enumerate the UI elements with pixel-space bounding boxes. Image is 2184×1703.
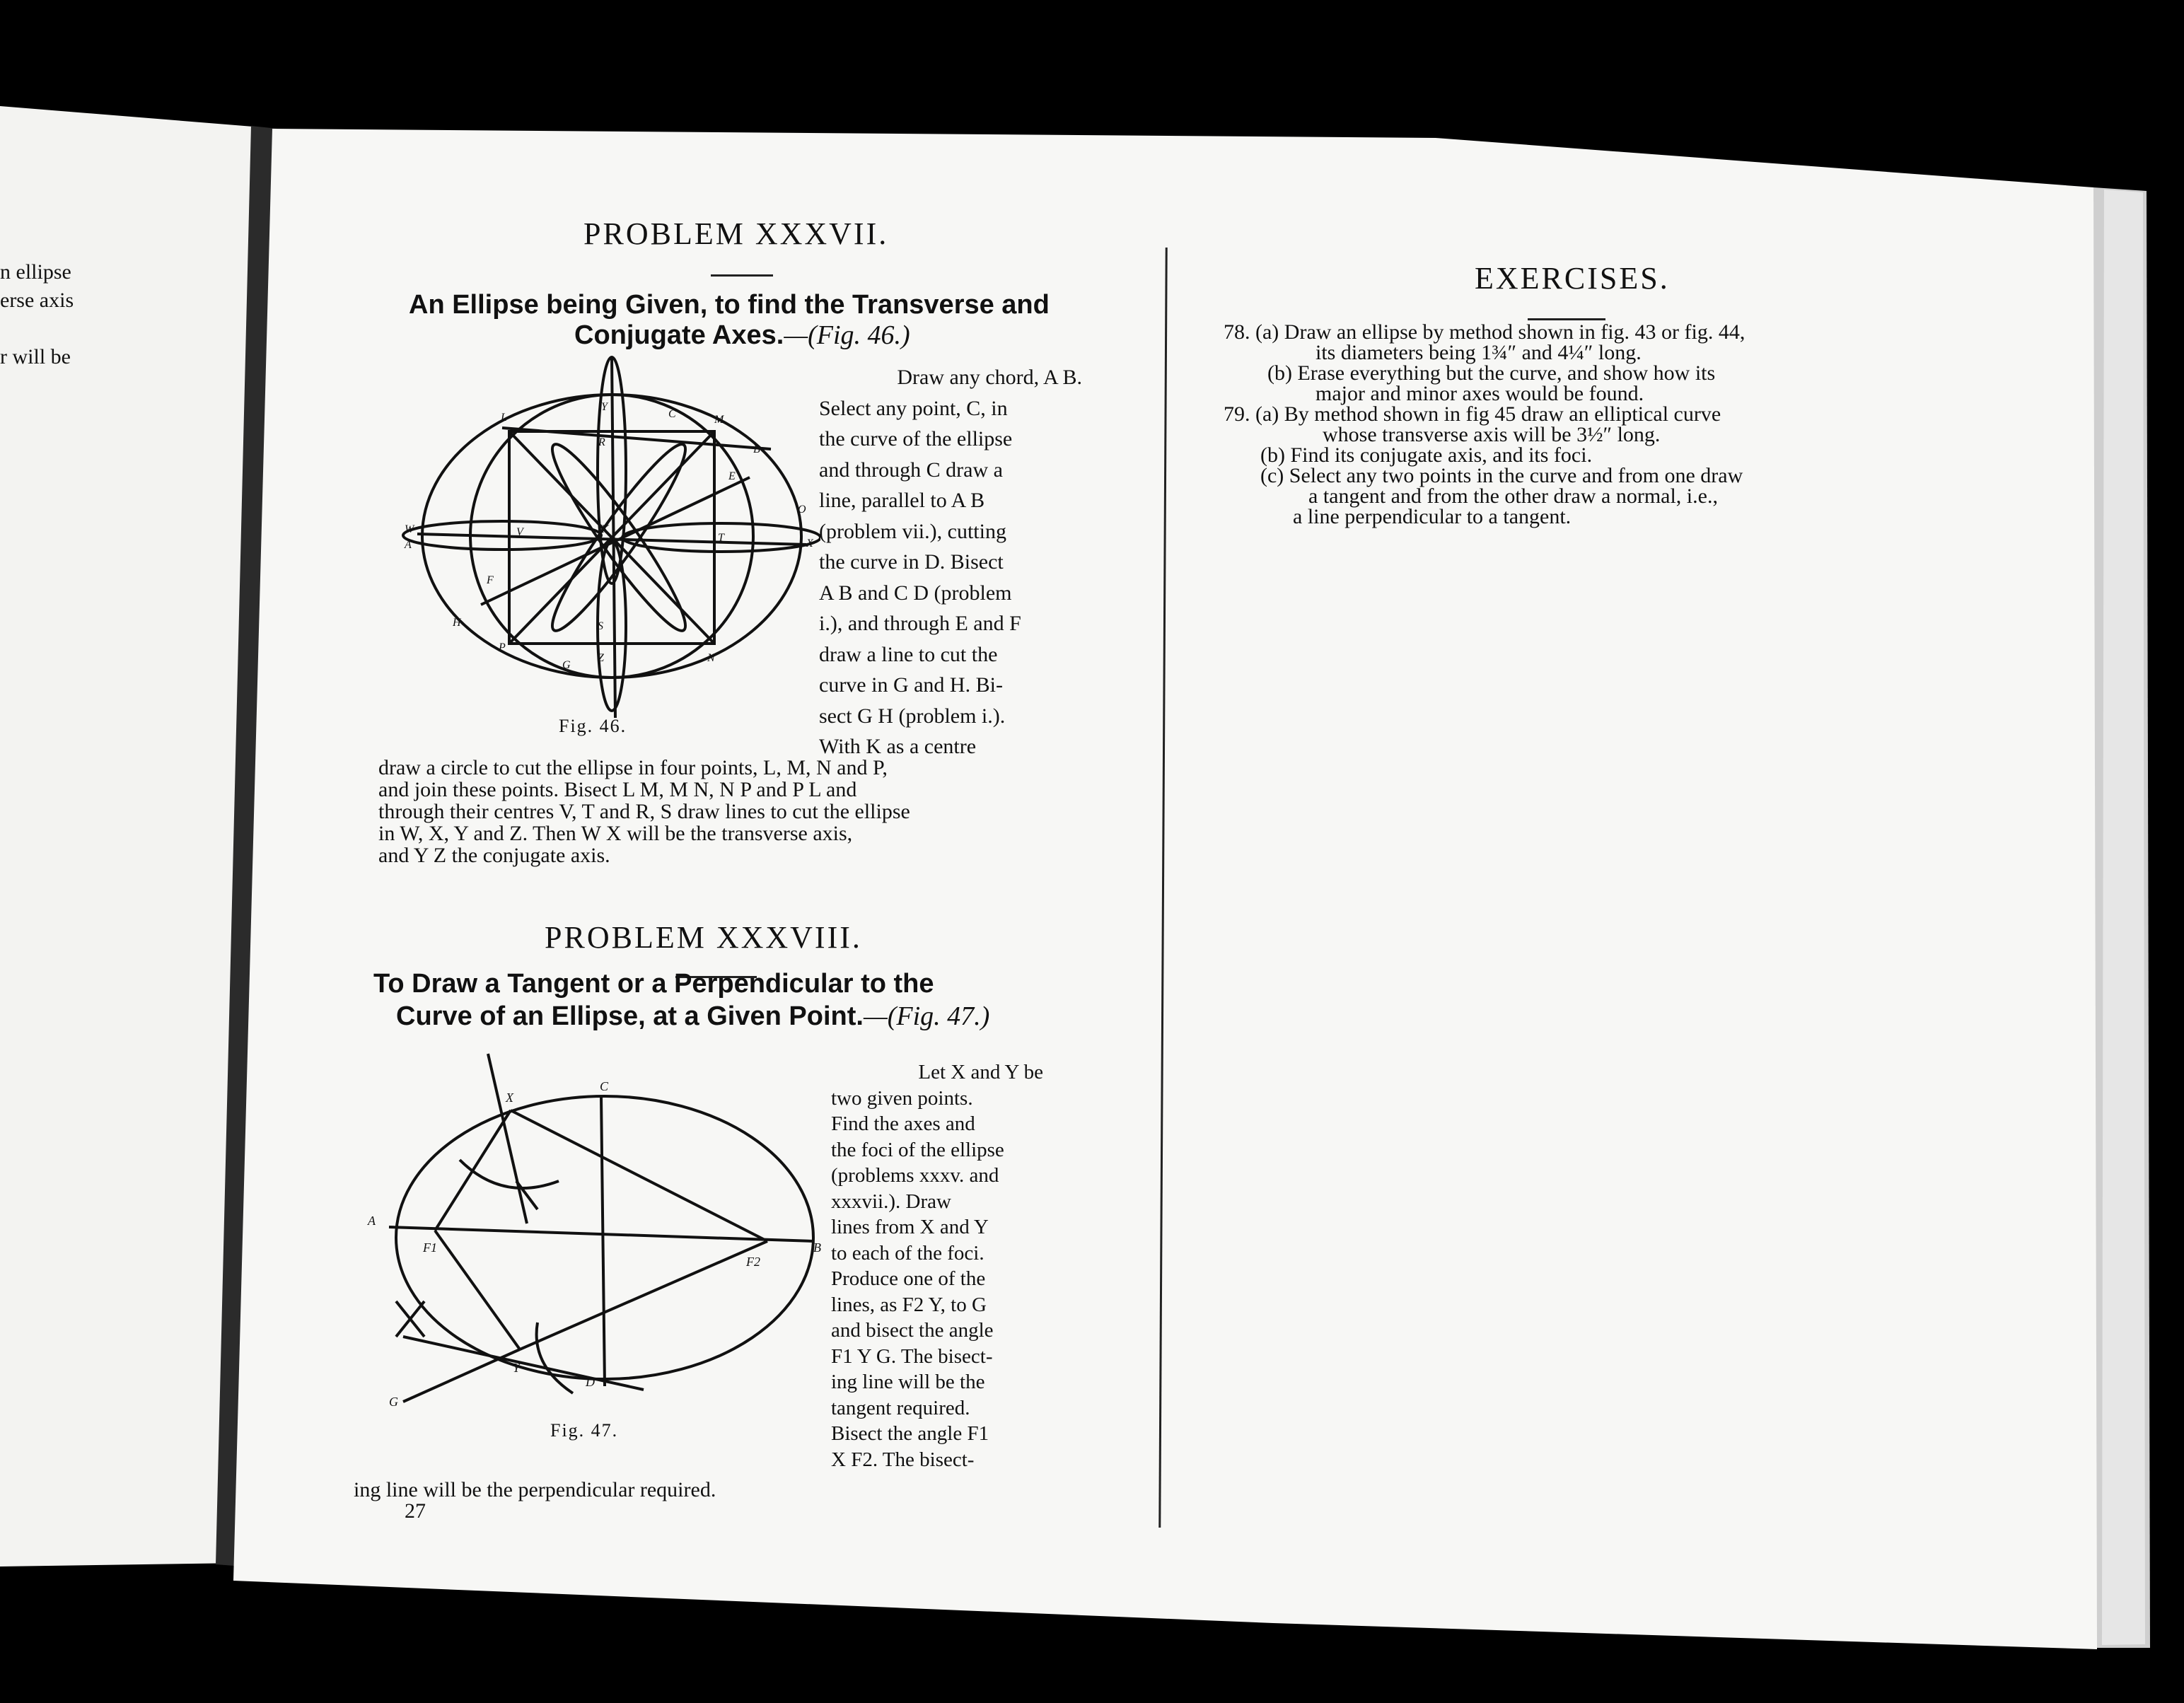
p38-line: Bisect the angle F1 [831, 1422, 989, 1445]
fig46-label-N: N [707, 652, 715, 664]
p37-full-line: draw a circle to cut the ellipse in four points, L, M, N and P, [378, 756, 888, 779]
p38-line: two given points. [831, 1086, 973, 1110]
p38-line: ing line will be the [831, 1371, 985, 1393]
problem-37-fig-ref: —(Fig. 46.) [784, 320, 910, 350]
exercise-79a-cont: whose transverse axis will be 3½″ long. [1323, 423, 1661, 446]
figure-46-caption: Fig. 46. [559, 716, 627, 736]
exercise-78b-cont: major and minor axes would be found. [1315, 382, 1644, 405]
exercise-79c-cont: a tangent and from the other draw a normal, i.e., [1308, 484, 1718, 508]
p37-line: A B and C D (problem [819, 581, 1012, 605]
fig46-label-F: F [487, 574, 494, 586]
p38-line: lines from X and Y [831, 1216, 989, 1238]
p38-line: X F2. The bisect- [831, 1448, 975, 1471]
fig47-label-G: G [389, 1395, 398, 1409]
problem-38-text-narrow [831, 1059, 1043, 1472]
problem-37-heading: PROBLEM XXXVII. [583, 216, 889, 251]
fig46-label-K: K [601, 523, 609, 535]
fig46-label-G: G [562, 659, 571, 671]
problem-37-text-narrow [819, 362, 1082, 762]
figure-47-caption: Fig. 47. [550, 1420, 619, 1441]
problem-37-title-line-1: An Ellipse being Given, to find the Transverse and [409, 290, 1050, 320]
figure-47 [361, 1040, 842, 1422]
exercise-79b: (b) Find its conjugate axis, and its foci. [1260, 443, 1593, 467]
problem-37-text-full [378, 757, 1086, 866]
p38-line: lines, as F2 Y, to G [831, 1293, 987, 1316]
fig47-label-D: D [586, 1375, 595, 1389]
fig46-label-X: X [806, 537, 813, 550]
p37-full-line: in W, X, Y and Z. Then W X will be the transverse axis, [378, 822, 853, 845]
exercise-78b: (b) Erase everything but the curve, and show how its [1267, 361, 1716, 385]
left-page-line-3: r will be [0, 345, 71, 368]
exercise-79a: 79. (a) By method shown in fig 45 draw an elliptical curve [1224, 402, 1721, 426]
p37-line: (problem vii.), cutting [819, 519, 1006, 543]
problem-38-title-line-2: Curve of an Ellipse, at a Given Point. [396, 1001, 864, 1031]
exercise-78a: 78. (a) Draw an ellipse by method shown in fig. 43 or fig. 44, [1224, 320, 1746, 344]
p37-line: line, parallel to A B [819, 489, 985, 512]
p37-full-line: and join these points. Bisect L M, M N, N P and P L and [378, 778, 857, 801]
p37-full-line: through their centres V, T and R, S draw lines to cut the ellipse [378, 800, 910, 823]
fig46-label-O: O [798, 504, 806, 516]
fig46-label-C: C [668, 408, 676, 420]
p37-full-line: and Y Z the conjugate axis. [378, 844, 610, 867]
p38-line: to each of the foci. [831, 1241, 984, 1265]
p37-line: Select any point, C, in [819, 396, 1008, 420]
problem-37-rule [711, 274, 773, 277]
p37-line: the curve of the ellipse [819, 427, 1013, 451]
fig47-label-F2: F2 [746, 1255, 760, 1269]
p38-line: Find the axes and [831, 1112, 975, 1135]
left-page-line-2: erse axis [0, 289, 74, 312]
p38-line: Let X and Y be [918, 1061, 1043, 1083]
fig46-label-Z: Z [598, 652, 604, 664]
fig46-label-E: E [728, 470, 736, 482]
p37-line: i.), and through E and F [819, 612, 1021, 635]
p38-line: and bisect the angle [831, 1319, 994, 1342]
fig46-label-V: V [516, 526, 523, 538]
fig46-label-H: H [453, 617, 461, 629]
exercises-heading: EXERCISES. [1475, 261, 1670, 296]
p37-line: With K as a centre [819, 735, 977, 758]
p38-line: F1 Y G. The bisect- [831, 1344, 993, 1368]
fig47-label-Y: Y [513, 1361, 521, 1375]
fig47-label-F1: F1 [423, 1240, 437, 1255]
p38-line: (problems xxxv. and [831, 1164, 999, 1187]
fig46-label-S: S [598, 620, 603, 632]
p38-line: Produce one of the [831, 1267, 986, 1290]
fig46-label-M: M [714, 414, 724, 426]
problem-38-heading: PROBLEM XXXVIII. [545, 920, 862, 955]
p38-line: tangent required. [831, 1396, 970, 1419]
p37-line: the curve in D. Bisect [819, 550, 1004, 574]
p37-line: draw a line to cut the [819, 642, 998, 666]
p37-line: Draw any chord, A B. [897, 366, 1082, 389]
p38-line: the foci of the ellipse [831, 1138, 1004, 1161]
page-number: 27 [405, 1499, 426, 1523]
problem-38-fig-ref: —(Fig. 47.) [863, 1001, 990, 1031]
exercise-79c-cont2: a line perpendicular to a tangent. [1293, 505, 1572, 528]
exercise-79c: (c) Select any two points in the curve and from one draw [1260, 464, 1743, 487]
fig46-label-A: A [405, 539, 412, 551]
exercise-78a-cont: its diameters being 1¾″ and 4¼″ long. [1315, 341, 1642, 364]
p37-line: and through C draw a [819, 458, 1003, 482]
p37-line: sect G H (problem i.). [819, 704, 1006, 728]
fig47-label-B: B [813, 1240, 821, 1255]
fig46-label-L: L [501, 412, 507, 424]
figure-46 [396, 350, 820, 732]
problem-38-last-line: ing line will be the perpendicular required. [354, 1478, 716, 1501]
fig46-label-B: B [753, 443, 760, 455]
p38-line: xxxvii.). Draw [831, 1190, 951, 1213]
fig46-label-Y: Y [601, 401, 608, 413]
fig46-label-T: T [718, 532, 724, 544]
fig47-label-C: C [600, 1079, 609, 1093]
p37-line: curve in G and H. Bi- [819, 673, 1003, 697]
fig46-label-W: W [405, 523, 414, 535]
fig47-label-A: A [368, 1214, 376, 1228]
left-page-line-1: n ellipse [0, 260, 71, 284]
problem-38-title-line-1: To Draw a Tangent or a Perpendicular to the [373, 969, 934, 999]
fig47-label-X: X [506, 1091, 513, 1105]
fig46-label-P: P [499, 641, 506, 653]
exercises-list [1224, 322, 1917, 527]
problem-37-title-line-2: Conjugate Axes. [574, 320, 784, 350]
fig46-label-R: R [598, 436, 605, 448]
